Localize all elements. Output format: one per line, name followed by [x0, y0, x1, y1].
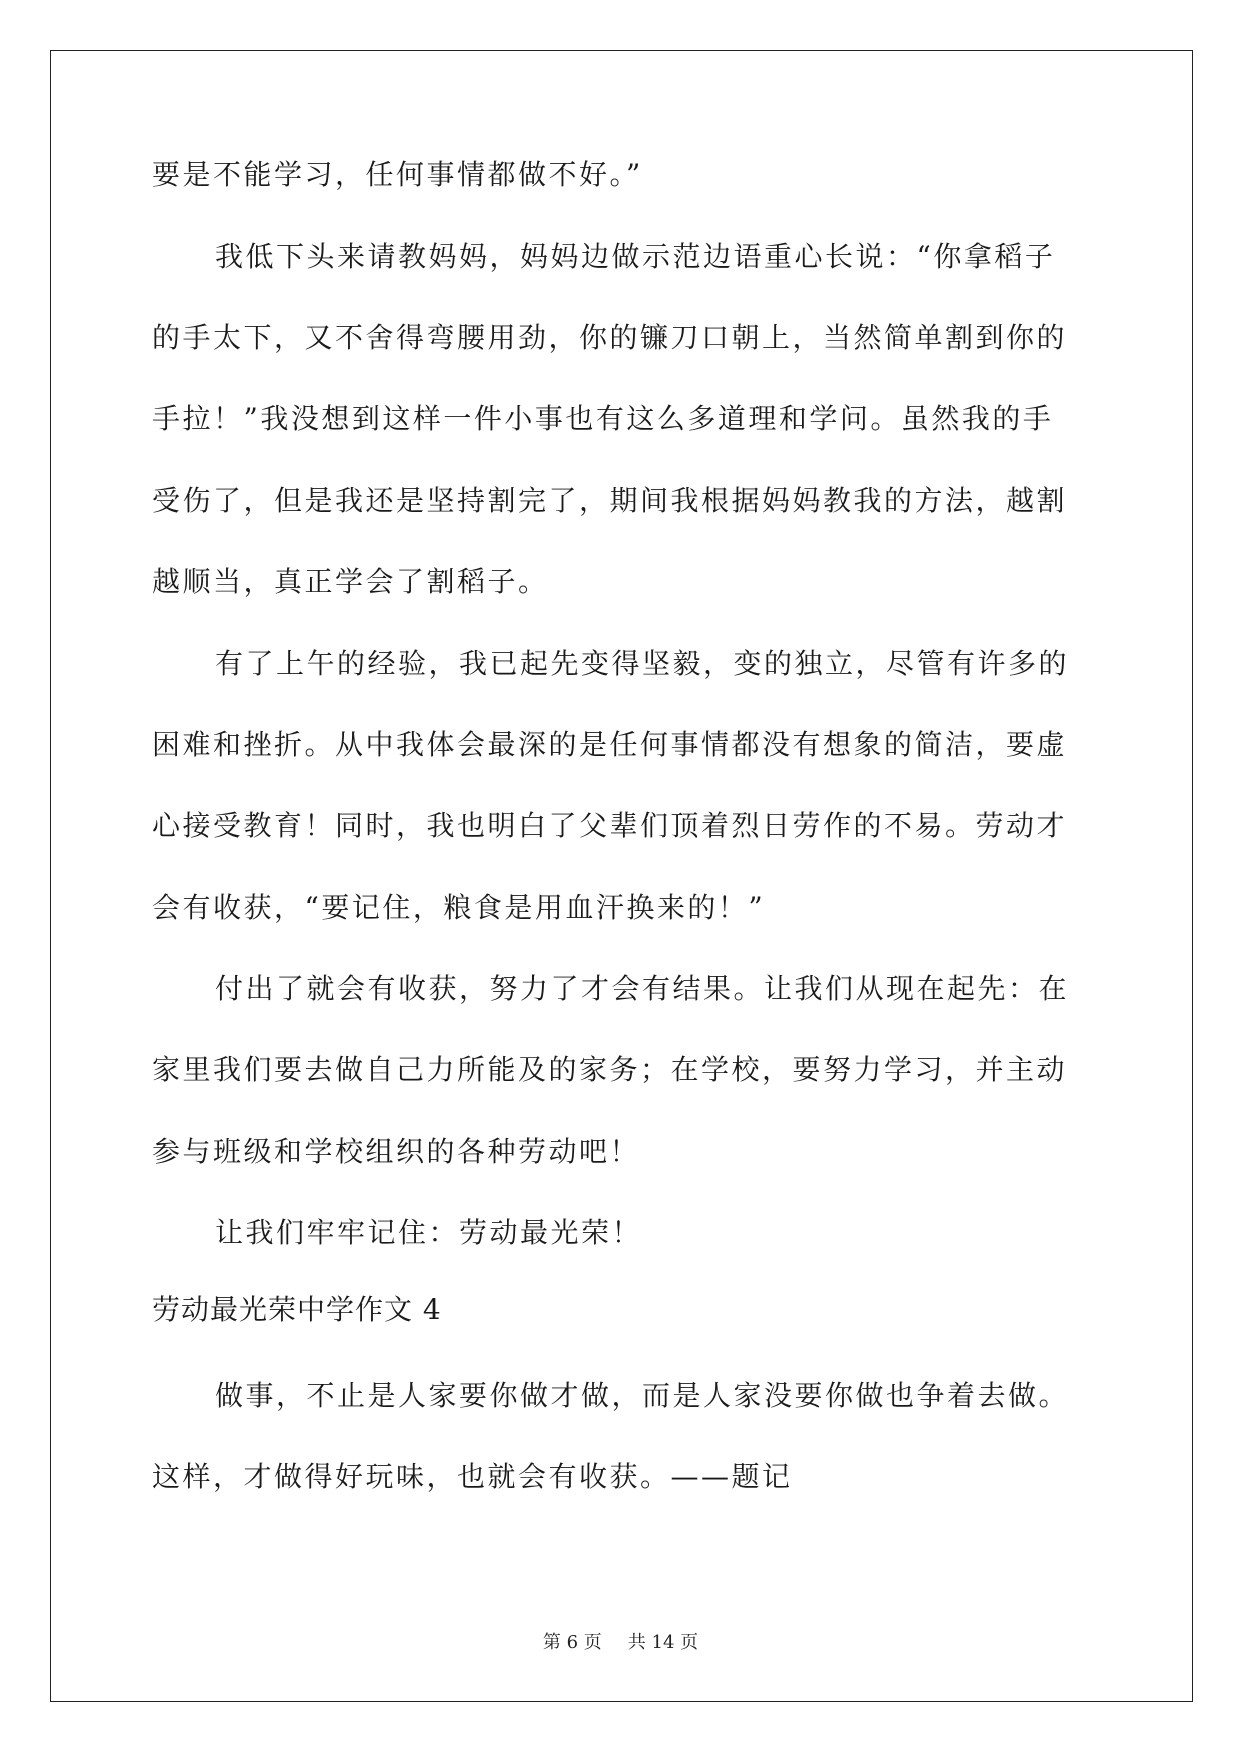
paragraph-line: 付出了就会有收获，努力了才会有结果。让我们从现在起先：在	[215, 972, 1070, 1005]
page-border	[50, 50, 1193, 1702]
paragraph-line: 这样，才做得好玩味，也就会有收获。——题记	[152, 1460, 793, 1493]
paragraph-line: 受伤了，但是我还是坚持割完了，期间我根据妈妈教我的方法，越割	[152, 484, 1068, 517]
paragraph-line: 家里我们要去做自己力所能及的家务；在学校，要努力学习，并主动	[152, 1053, 1068, 1086]
paragraph-line: 的手太下，又不舍得弯腰用劲，你的镰刀口朝上，当然简单割到你的	[152, 321, 1068, 354]
page-total: 共 14 页	[627, 1632, 699, 1653]
page-number: 第 6 页	[542, 1632, 602, 1653]
paragraph-line: 我低下头来请教妈妈，妈妈边做示范边语重心长说：“你拿稻子	[215, 240, 1056, 273]
paragraph-line: 要是不能学习，任何事情都做不好。”	[152, 158, 643, 191]
paragraph-line: 有了上午的经验，我已起先变得坚毅，变的独立，尽管有许多的	[215, 647, 1070, 680]
paragraph-line: 参与班级和学校组织的各种劳动吧！	[152, 1135, 641, 1168]
section-heading: 劳动最光荣中学作文 4	[152, 1293, 442, 1326]
paragraph-line: 越顺当，真正学会了割稻子。	[152, 565, 549, 598]
paragraph-line: 心接受教育！同时，我也明白了父辈们顶着烈日劳作的不易。劳动才	[152, 809, 1068, 842]
paragraph-line: 手拉！”我没想到这样一件小事也有这么多道理和学问。虽然我的手	[152, 402, 1054, 435]
page-footer	[0, 1628, 1241, 1654]
paragraph-line: 会有收获，“要记住，粮食是用血汗换来的！”	[152, 891, 766, 924]
paragraph-line: 做事，不止是人家要你做才做，而是人家没要你做也争着去做。	[215, 1379, 1070, 1412]
paragraph-line: 困难和挫折。从中我体会最深的是任何事情都没有想象的简洁，要虚	[152, 728, 1068, 761]
paragraph-line: 让我们牢牢记住：劳动最光荣！	[215, 1216, 643, 1249]
